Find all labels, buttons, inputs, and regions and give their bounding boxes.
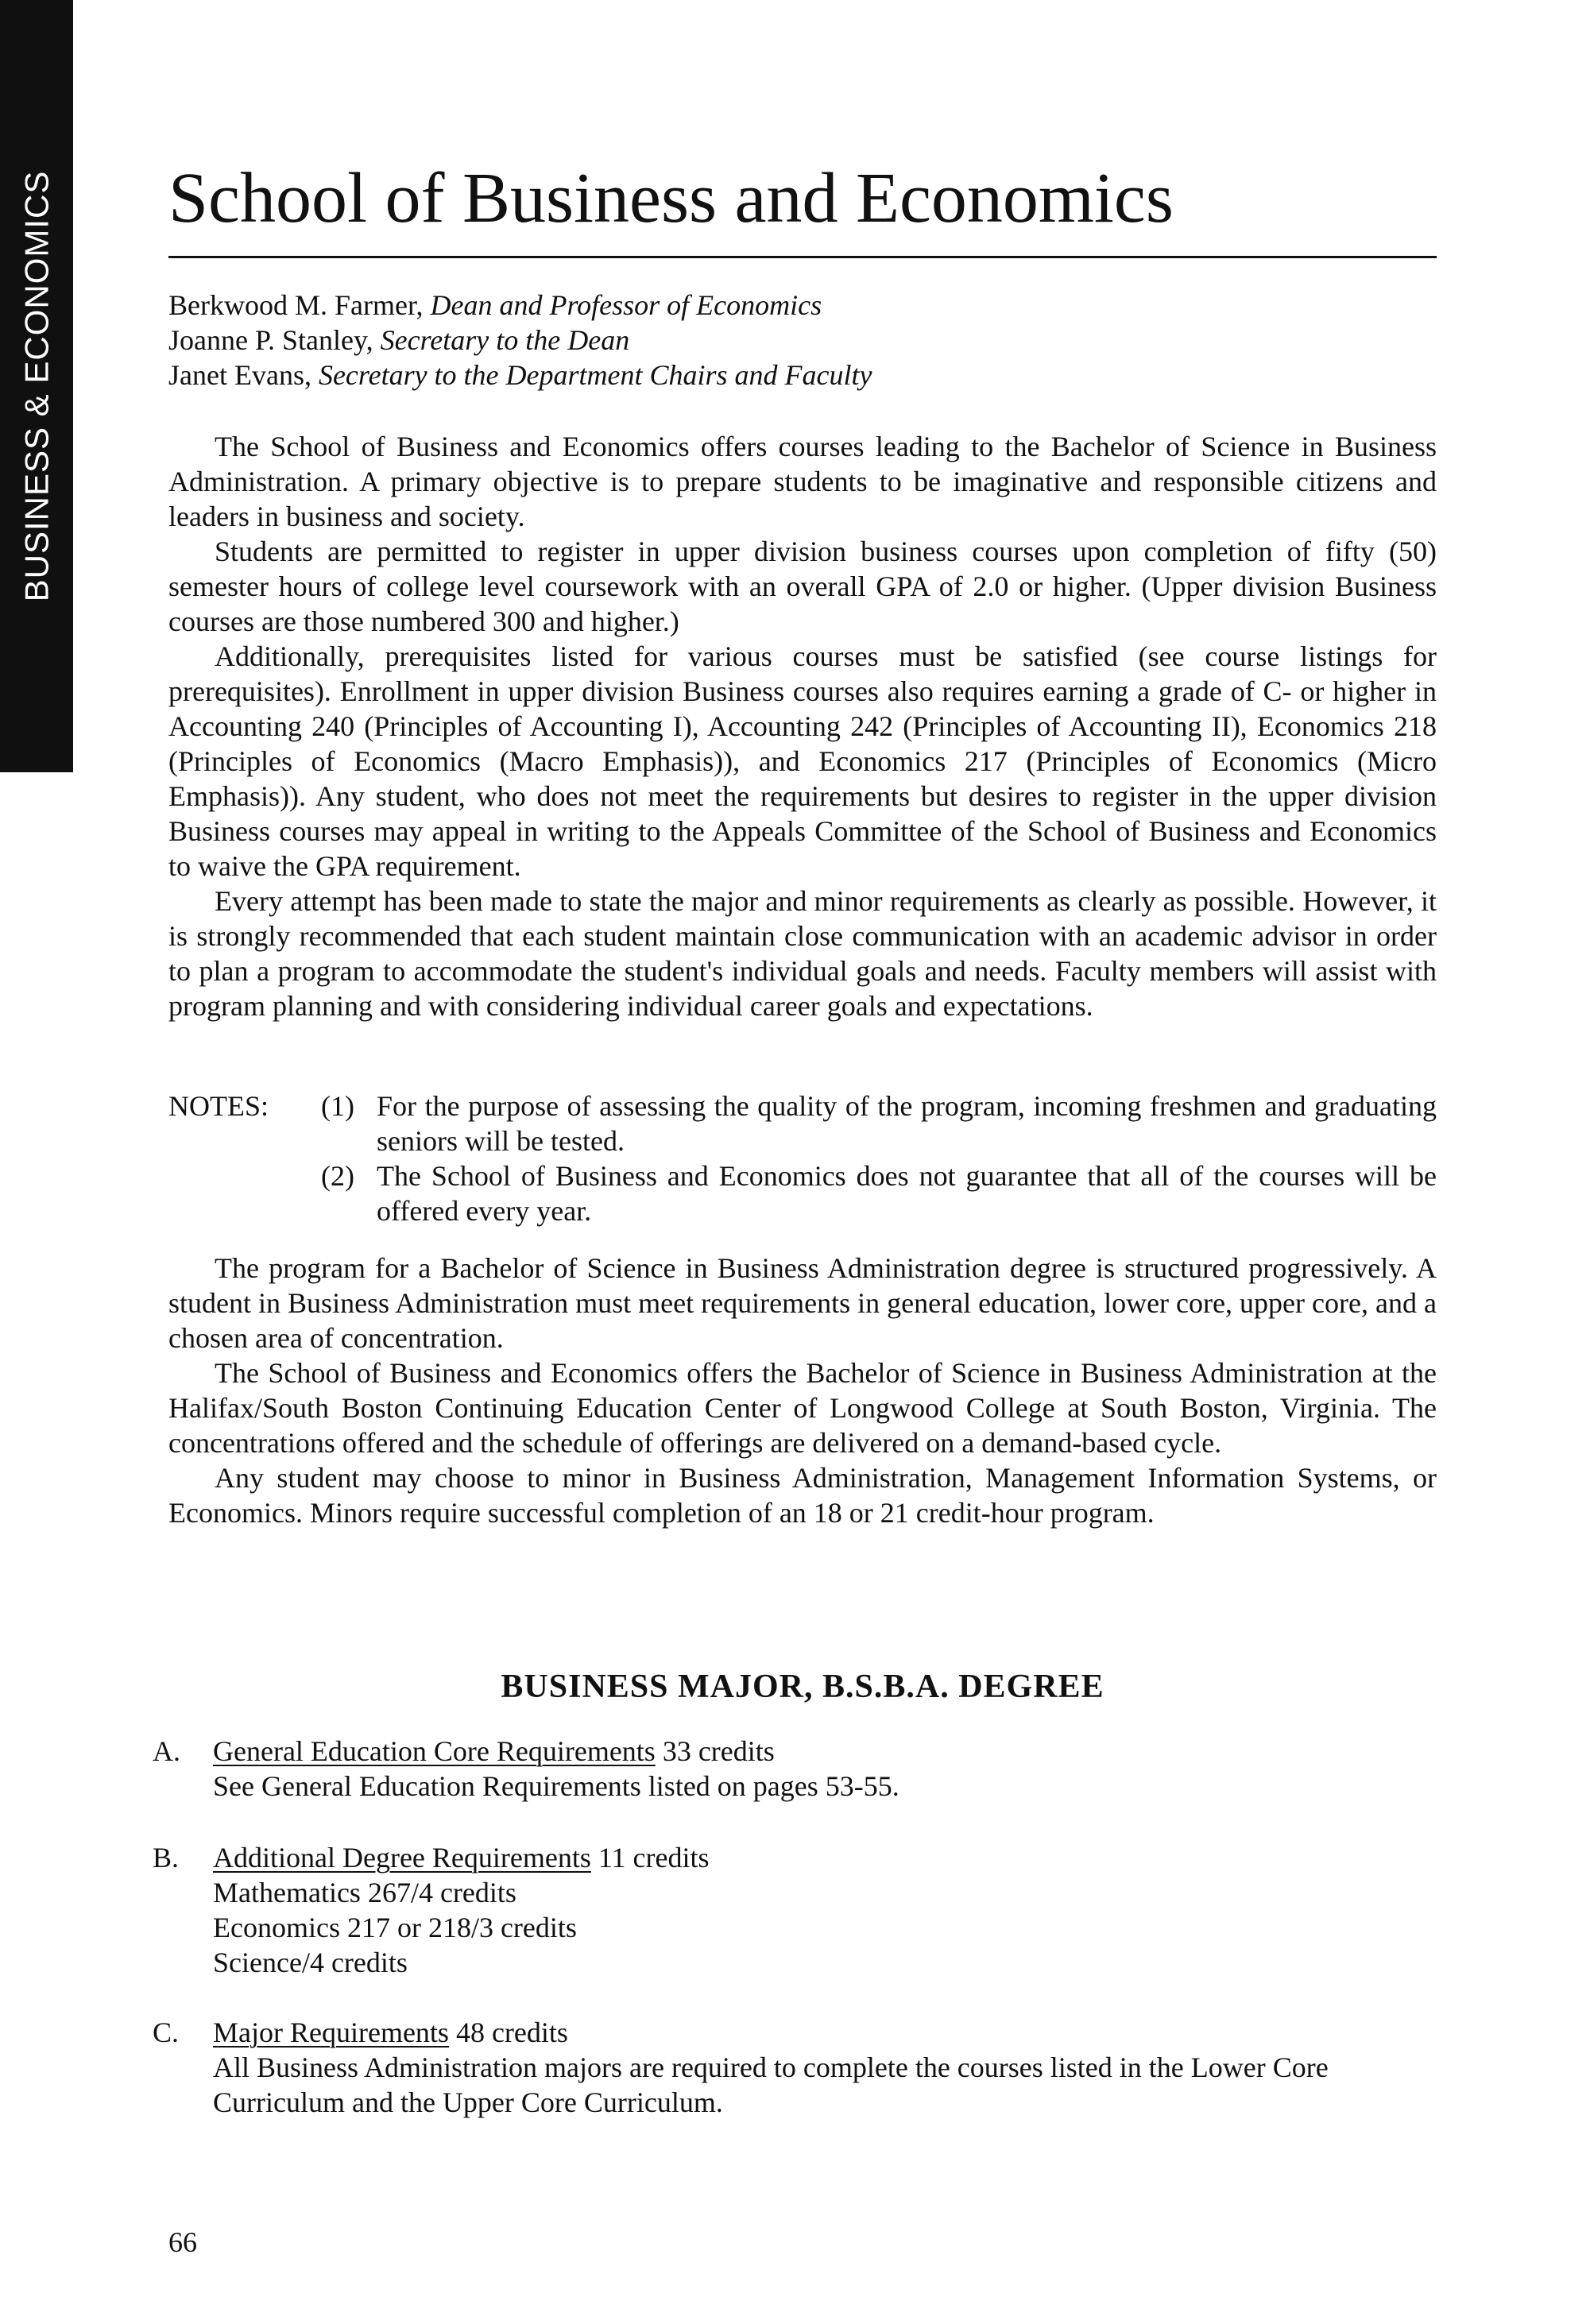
staff-line: [168, 288, 872, 323]
requirement-credits: 48 credits: [448, 2017, 568, 2048]
requirement-letter: C.: [153, 2017, 180, 2048]
requirement-line: All Business Administration majors are required to complete the courses listed in the Lower Core Curriculum and the Upper Core Curriculum.: [213, 2051, 1329, 2118]
requirement-title: Major Requirements: [213, 2017, 449, 2048]
paragraph: Additionally, prerequisites listed for various courses must be satisfied (see course listings for prerequisites). Enrollment in upper division Business courses also requires earning a grade of C- or higher in Accounting 240 (Principles of Accounting I), Accounting 242 (Principles of Accounting II), Economics 218 (Principles of Economics (Macro Emphasis)), and Economics 217 (Principles of Economics (Micro Emphasis)). Any student, who does not meet the requirements but desires to register in the upper division Business courses may appeal in writing to the Appeals Committee of the School of Business and Economics to waive the GPA requirement.: [168, 640, 1437, 882]
title-rule: [168, 256, 1437, 258]
requirement-letter: A.: [153, 1735, 180, 1767]
side-tab: [0, 0, 73, 772]
note-item: [321, 1089, 1437, 1158]
paragraph: Students are permitted to register in upper division business courses upon completion of fifty (50) semester hours of college level coursework with an overall GPA of 2.0 or higher. (Upper division Business courses are those numbered 300 and higher.): [168, 536, 1437, 637]
note-text: For the purpose of assessing the quality of the program, incoming freshmen and graduating seniors will be tested.: [377, 1090, 1437, 1157]
requirement-credits: 33 credits: [655, 1735, 775, 1767]
requirement-title: Additional Degree Requirements: [213, 1842, 591, 1874]
note-text: The School of Business and Economics does not guarantee that all of the courses will be offered every year.: [377, 1160, 1437, 1227]
staff-role: Dean and Professor of Economics: [430, 289, 822, 321]
requirement-line: Mathematics 267/4 credits: [213, 1877, 516, 1908]
staff-name: Janet Evans,: [168, 359, 319, 391]
major-heading: BUSINESS MAJOR, B.S.B.A. DEGREE: [501, 1669, 1104, 1705]
staff-line: [168, 323, 872, 358]
staff-name: Berkwood M. Farmer,: [168, 289, 431, 321]
note-number: (2): [321, 1160, 354, 1192]
staff-list: [168, 288, 872, 392]
requirement-a: [153, 1734, 1437, 1804]
side-tab-label: BUSINESS & ECONOMICS: [17, 170, 56, 602]
paragraph: The School of Business and Economics offers the Bachelor of Science in Business Administration at the Halifax/South Boston Continuing Education Center of Longwood College at South Boston, Virginia. The concentrations offered and the schedule of offerings are delivered on a demand-based cycle.: [168, 1357, 1437, 1459]
paragraph: The program for a Bachelor of Science in Business Administration degree is structured progressively. A student in Business Administration must meet requirements in general education, lower core, upper core, and a chosen area of concentration.: [168, 1252, 1437, 1354]
program-section: [168, 1251, 1437, 1530]
requirement-credits: 11 credits: [590, 1842, 710, 1874]
requirement-line: See General Education Requirements listed on pages 53-55.: [213, 1770, 899, 1802]
intro-section: [168, 429, 1437, 1023]
requirement-b: [153, 1840, 1437, 1980]
requirement-letter: B.: [153, 1842, 180, 1874]
note-item: [321, 1158, 1437, 1228]
staff-role: Secretary to the Dean: [380, 324, 630, 356]
staff-name: Joanne P. Stanley,: [168, 324, 381, 356]
paragraph: The School of Business and Economics offers courses leading to the Bachelor of Science in Business Administration. A primary objective is to prepare students to be imaginative and responsible citizens and leaders in business and society.: [168, 431, 1437, 532]
requirement-line: Economics 217 or 218/3 credits: [213, 1912, 577, 1943]
paragraph: Every attempt has been made to state the major and minor requirements as clearly as possible. However, it is strongly recommended that each student maintain close communication with an academic advisor in order to plan a program to accommodate the student's individual goals and needs. Faculty members will assist with program planning and with considering individual career goals and expectations.: [168, 885, 1437, 1022]
notes-label: NOTES:: [168, 1090, 269, 1122]
page-title: School of Business and Economics: [168, 159, 1174, 238]
note-number: (1): [321, 1090, 354, 1122]
page-number: 66: [168, 2226, 197, 2258]
requirement-c: [153, 2015, 1437, 2120]
paragraph: Any student may choose to minor in Business Administration, Management Information Systems, or Economics. Minors require successful completion of an 18 or 21 credit-hour program.: [168, 1462, 1437, 1529]
staff-line: [168, 358, 872, 392]
requirement-title: General Education Core Requirements: [213, 1735, 656, 1767]
requirement-line: Science/4 credits: [213, 1947, 408, 1978]
staff-role: Secretary to the Department Chairs and Faculty: [318, 359, 872, 391]
